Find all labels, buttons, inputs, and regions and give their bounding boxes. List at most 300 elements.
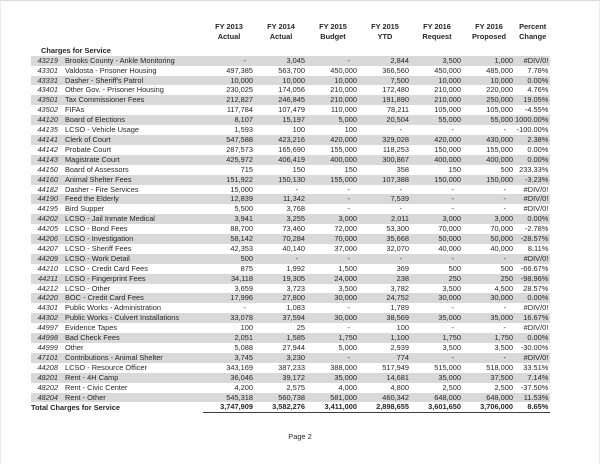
amount-value: - bbox=[451, 125, 454, 135]
column-header-fy2014-actual: FY 2014 Actual bbox=[267, 22, 295, 41]
percent-change-value: #DIV/0! bbox=[515, 254, 550, 264]
amount-value: - bbox=[503, 204, 506, 214]
amount-value: 8,107 bbox=[203, 115, 255, 125]
amount-value: 329,028 bbox=[359, 135, 411, 145]
table-row bbox=[31, 95, 550, 105]
amount-value: 7,539 bbox=[359, 194, 411, 204]
amount-value: 5,088 bbox=[234, 343, 253, 352]
amount-value: 2,844 bbox=[359, 56, 411, 66]
amount-value: 774 bbox=[359, 353, 411, 363]
amount-value: 30,000 bbox=[463, 293, 515, 303]
amount-value: 3,255 bbox=[255, 214, 307, 224]
percent-change-value: -4.55% bbox=[524, 105, 549, 115]
percent-change-value: 0.00% bbox=[515, 214, 550, 224]
amount-value: 246,845 bbox=[255, 95, 307, 105]
percent-change-value: 0.00% bbox=[515, 76, 550, 86]
account-description: Feed the Elderly bbox=[63, 194, 203, 204]
total-fy2015-budget: 3,411,000 bbox=[307, 402, 359, 412]
amount-value: 24,000 bbox=[307, 274, 359, 284]
amount-value: 3,500 bbox=[442, 283, 461, 293]
amount-value: 3,000 bbox=[307, 214, 359, 224]
account-code: 44190 bbox=[31, 194, 63, 204]
amount-value: 563,700 bbox=[278, 65, 305, 75]
column-header-percent-change: Percent Change bbox=[519, 22, 547, 41]
amount-value: 3,745 bbox=[203, 353, 255, 363]
amount-value: 400,000 bbox=[411, 155, 463, 165]
table-row bbox=[31, 393, 550, 403]
table-row bbox=[31, 383, 550, 393]
table-row bbox=[31, 254, 550, 264]
column-header-fy2015-ytd: FY 2015 YTD bbox=[371, 22, 399, 41]
percent-change-value: -3.23% bbox=[515, 175, 550, 185]
account-code: 44120 bbox=[31, 115, 63, 125]
amount-value: 50,000 bbox=[463, 234, 515, 244]
table-row bbox=[31, 274, 550, 284]
table-row bbox=[31, 363, 550, 373]
amount-value: 165,690 bbox=[278, 144, 305, 154]
amount-value: 715 bbox=[240, 164, 253, 174]
amount-value: - bbox=[503, 303, 506, 313]
amount-value: - bbox=[503, 184, 506, 194]
table-row bbox=[31, 85, 550, 95]
table-row bbox=[31, 333, 550, 343]
amount-value: 58,142 bbox=[203, 234, 255, 244]
amount-value: 425,972 bbox=[203, 155, 255, 165]
amount-value: 875 bbox=[240, 263, 253, 273]
amount-value: 107,388 bbox=[359, 175, 411, 185]
account-description: LCSO - Bond Fees bbox=[65, 224, 128, 234]
amount-value: 33,078 bbox=[203, 313, 255, 323]
account-code: 43501 bbox=[31, 95, 63, 105]
amount-value: 515,000 bbox=[434, 362, 461, 372]
percent-change-value: 28.57% bbox=[523, 283, 549, 293]
amount-value: 210,000 bbox=[411, 95, 463, 105]
amount-value: 1,789 bbox=[390, 303, 409, 313]
amount-value: 105,000 bbox=[434, 105, 461, 115]
column-header-fy2016-proposed: FY 2016 Proposed bbox=[471, 22, 507, 41]
percent-change-value: 11.53% bbox=[515, 393, 550, 403]
amount-value: 210,000 bbox=[307, 95, 359, 105]
amount-value: 400,000 bbox=[463, 155, 515, 165]
account-description: Other bbox=[65, 343, 84, 352]
table-row bbox=[31, 175, 550, 185]
amount-value: - bbox=[451, 204, 454, 214]
amount-value: 10,000 bbox=[255, 76, 307, 86]
account-code: 43331 bbox=[31, 76, 63, 86]
amount-value: 1,083 bbox=[286, 303, 305, 313]
amount-value: 2,500 bbox=[494, 382, 513, 392]
table-row bbox=[31, 105, 550, 115]
table-row bbox=[31, 56, 550, 66]
header-spacer bbox=[63, 19, 203, 46]
account-code: 44141 bbox=[31, 135, 63, 145]
amount-value: 17,996 bbox=[203, 293, 255, 303]
amount-value: 250,000 bbox=[463, 95, 515, 105]
amount-value: - bbox=[347, 204, 350, 214]
percent-change-value: -100.00% bbox=[516, 125, 549, 135]
amount-value: 70,000 bbox=[438, 224, 461, 234]
amount-value: 107,479 bbox=[278, 105, 305, 115]
amount-value: 42,353 bbox=[230, 243, 253, 253]
table-row bbox=[31, 323, 550, 333]
amount-value: 3,045 bbox=[255, 56, 307, 66]
amount-value: 155,000 bbox=[307, 175, 359, 185]
table-row bbox=[31, 66, 550, 76]
amount-value: 37,594 bbox=[255, 313, 307, 323]
total-label: Total Charges for Service bbox=[31, 402, 120, 412]
amount-value: 366,560 bbox=[382, 65, 409, 75]
account-description: Board of Assessors bbox=[65, 164, 129, 174]
amount-value: 500 bbox=[448, 263, 461, 273]
table-row bbox=[31, 244, 550, 254]
amount-value: 423,216 bbox=[255, 135, 307, 145]
percent-change-value: 16.67% bbox=[515, 313, 550, 323]
account-description: Dasher - Sheriff's Patrol bbox=[63, 76, 203, 86]
account-code: 43502 bbox=[37, 105, 58, 115]
amount-value: 27,944 bbox=[282, 343, 305, 352]
amount-value: 560,738 bbox=[255, 393, 307, 403]
amount-value: 12,839 bbox=[203, 194, 255, 204]
total-row bbox=[31, 402, 550, 412]
amount-value: 155,000 bbox=[330, 144, 357, 154]
amount-value: 648,000 bbox=[411, 393, 463, 403]
account-code: 44143 bbox=[31, 155, 63, 165]
amount-value: 40,000 bbox=[438, 243, 461, 253]
amount-value: - bbox=[503, 125, 506, 135]
amount-value: 150,130 bbox=[255, 175, 307, 185]
amount-value: - bbox=[451, 303, 454, 313]
percent-change-value: 2.38% bbox=[515, 135, 550, 145]
amount-value: - bbox=[463, 353, 515, 363]
amount-value: 32,070 bbox=[386, 243, 409, 253]
amount-value: - bbox=[347, 323, 350, 333]
amount-value: 517,949 bbox=[382, 362, 409, 372]
account-description: LCSO - Other bbox=[65, 283, 111, 293]
amount-value: - bbox=[399, 184, 402, 194]
amount-value: 3,768 bbox=[286, 204, 305, 214]
amount-value: - bbox=[399, 204, 402, 214]
table-row bbox=[31, 313, 550, 323]
column-header-fy2015-budget: FY 2015 Budget bbox=[319, 22, 347, 41]
percent-change-value: #DIV/0! bbox=[523, 303, 549, 313]
amount-value: 1,500 bbox=[338, 263, 357, 273]
account-code: 44205 bbox=[37, 224, 58, 234]
amount-value: 25 bbox=[296, 323, 305, 333]
total-fy2016-proposed: 3,706,000 bbox=[463, 402, 515, 412]
account-code: 44182 bbox=[37, 184, 58, 194]
account-description: LCSO - Resource Officer bbox=[65, 362, 148, 372]
account-description: LCSO - Sheriff Fees bbox=[65, 243, 132, 253]
amount-value: 7,500 bbox=[359, 76, 411, 86]
amount-value: - bbox=[255, 254, 307, 264]
amount-value: 117,784 bbox=[226, 105, 253, 115]
amount-value: 581,000 bbox=[307, 393, 359, 403]
account-description: Clerk of Court bbox=[63, 135, 203, 145]
percent-change-value: 0.00% bbox=[515, 333, 550, 343]
account-code: 43219 bbox=[31, 56, 63, 66]
table-row bbox=[31, 185, 550, 195]
amount-value: 10,000 bbox=[203, 76, 255, 86]
amount-value: 3,000 bbox=[411, 214, 463, 224]
percent-change-value: 33.51% bbox=[523, 362, 549, 372]
amount-value: 230,025 bbox=[226, 85, 253, 95]
account-code: 44301 bbox=[37, 303, 58, 313]
amount-value: - bbox=[359, 254, 411, 264]
amount-value: - bbox=[463, 254, 515, 264]
percent-change-value: 1000.00% bbox=[515, 115, 549, 125]
amount-value: 2,051 bbox=[203, 333, 255, 343]
amount-value: - bbox=[503, 323, 506, 333]
amount-value: 37,500 bbox=[463, 373, 515, 383]
amount-value: 30,000 bbox=[307, 313, 359, 323]
amount-value: 1,100 bbox=[359, 333, 411, 343]
account-description: Board of Elections bbox=[63, 115, 203, 125]
amount-value: 4,000 bbox=[338, 382, 357, 392]
amount-value: 450,000 bbox=[330, 65, 357, 75]
amount-value: 420,000 bbox=[411, 135, 463, 145]
amount-value: 19,305 bbox=[255, 274, 307, 284]
amount-value: 460,342 bbox=[359, 393, 411, 403]
amount-value: 4,800 bbox=[390, 382, 409, 392]
account-code: 44302 bbox=[31, 313, 63, 323]
table-row bbox=[31, 343, 550, 353]
amount-value: 30,000 bbox=[411, 293, 463, 303]
amount-value: 430,000 bbox=[463, 135, 515, 145]
percent-change-value: #DIV/0! bbox=[515, 353, 550, 363]
amount-value: 287,573 bbox=[226, 144, 253, 154]
amount-value: 388,000 bbox=[330, 362, 357, 372]
amount-value: - bbox=[451, 184, 454, 194]
account-code: 44195 bbox=[37, 204, 58, 214]
amount-value: 55,000 bbox=[463, 115, 515, 125]
account-description: Dasher - Fire Services bbox=[65, 184, 139, 194]
amount-value: 35,000 bbox=[411, 313, 463, 323]
amount-value: 5,000 bbox=[307, 115, 359, 125]
amount-value: 2,011 bbox=[359, 214, 411, 224]
section-title: Charges for Service bbox=[41, 45, 111, 55]
amount-value: 3,723 bbox=[286, 283, 305, 293]
total-fy2013-actual: 3,747,909 bbox=[203, 402, 255, 412]
amount-value: 5,000 bbox=[338, 343, 357, 352]
amount-value: - bbox=[295, 184, 298, 194]
percent-change-value: -66.67% bbox=[520, 263, 549, 273]
amount-value: 220,000 bbox=[486, 85, 513, 95]
account-description: Animal Shelter Fees bbox=[63, 175, 203, 185]
table-row bbox=[31, 284, 550, 294]
amount-value: 110,000 bbox=[330, 105, 357, 115]
table-row bbox=[31, 214, 550, 224]
table-header-row bbox=[31, 19, 550, 46]
percent-change-value: #DIV/0! bbox=[523, 323, 549, 333]
percent-change-value: 0.00% bbox=[515, 293, 550, 303]
section-header-row bbox=[31, 46, 550, 56]
table-row bbox=[31, 115, 550, 125]
amount-value: 70,284 bbox=[255, 234, 307, 244]
amount-value: - bbox=[243, 303, 246, 313]
amount-value: 300,867 bbox=[359, 155, 411, 165]
amount-value: 369 bbox=[396, 263, 409, 273]
amount-value: 35,000 bbox=[463, 313, 515, 323]
amount-value: 24,752 bbox=[359, 293, 411, 303]
amount-value: 1,750 bbox=[463, 333, 515, 343]
total-fy2015-ytd: 2,898,655 bbox=[359, 402, 411, 412]
amount-value: 1,750 bbox=[411, 333, 463, 343]
amount-value: 37,000 bbox=[334, 243, 357, 253]
percent-change-value: -37.50% bbox=[520, 382, 549, 392]
percent-change-value: #DIV/0! bbox=[515, 194, 550, 204]
account-description: Probate Court bbox=[65, 144, 112, 154]
amount-value: 118,253 bbox=[382, 144, 409, 154]
amount-value: 50,000 bbox=[411, 234, 463, 244]
percent-change-value: 4.76% bbox=[527, 85, 549, 95]
amount-value: 1,585 bbox=[255, 333, 307, 343]
table-row bbox=[31, 135, 550, 145]
total-percent-change: 8.65% bbox=[515, 402, 550, 412]
total-fy2014-actual: 3,582,276 bbox=[255, 402, 307, 412]
amount-value: 10,000 bbox=[307, 76, 359, 86]
amount-value: 3,941 bbox=[203, 214, 255, 224]
account-code: 43301 bbox=[37, 65, 58, 75]
account-description: LCSO - Work Detail bbox=[63, 254, 203, 264]
table-row bbox=[31, 76, 550, 86]
account-code: 44150 bbox=[37, 164, 58, 174]
account-code: 44208 bbox=[37, 362, 58, 372]
account-code: 44207 bbox=[37, 243, 58, 253]
amount-value: 78,211 bbox=[386, 105, 409, 115]
amount-value: 500 bbox=[500, 263, 513, 273]
header-spacer bbox=[31, 19, 63, 46]
amount-value: 5,500 bbox=[234, 204, 253, 214]
amount-value: 250 bbox=[411, 274, 463, 284]
account-code: 44997 bbox=[37, 323, 58, 333]
table-row bbox=[31, 373, 550, 383]
amount-value: 250 bbox=[463, 274, 515, 284]
account-description: Rent - Other bbox=[63, 393, 203, 403]
percent-change-value: 233.33% bbox=[519, 164, 549, 174]
amount-value: 238 bbox=[359, 274, 411, 284]
table-row bbox=[31, 204, 550, 214]
table-row bbox=[31, 125, 550, 135]
amount-value: - bbox=[411, 194, 463, 204]
account-description: Magistrate Court bbox=[63, 155, 203, 165]
amount-value: - bbox=[307, 254, 359, 264]
amount-value: 3,500 bbox=[494, 343, 513, 352]
amount-value: 358 bbox=[396, 164, 409, 174]
amount-value: 4,500 bbox=[494, 283, 513, 293]
account-description: Bird Supper bbox=[65, 204, 105, 214]
amount-value: 3,782 bbox=[390, 283, 409, 293]
account-description: Evidence Tapes bbox=[65, 323, 118, 333]
amount-value: 500 bbox=[500, 164, 513, 174]
amount-value: 1,000 bbox=[463, 56, 515, 66]
table-row bbox=[31, 155, 550, 165]
amount-value: 1,992 bbox=[286, 263, 305, 273]
account-code: 44998 bbox=[31, 333, 63, 343]
amount-value: 155,000 bbox=[486, 144, 513, 154]
amount-value: 545,318 bbox=[203, 393, 255, 403]
amount-value: 100 bbox=[292, 125, 305, 135]
amount-value: 450,000 bbox=[434, 65, 461, 75]
table-row bbox=[31, 293, 550, 303]
charges-for-service-table bbox=[31, 19, 550, 413]
amount-value: 3,659 bbox=[234, 283, 253, 293]
amount-value: - bbox=[307, 194, 359, 204]
amount-value: 420,000 bbox=[307, 135, 359, 145]
table-row bbox=[31, 224, 550, 234]
amount-value: 35,000 bbox=[307, 373, 359, 383]
account-description: LCSO - Jail Inmate Medical bbox=[63, 214, 203, 224]
amount-value: 27,800 bbox=[255, 293, 307, 303]
amount-value: 2,500 bbox=[442, 382, 461, 392]
account-description: Public Works - Culvert Installations bbox=[63, 313, 203, 323]
amount-value: 73,460 bbox=[282, 224, 305, 234]
amount-value: 150,000 bbox=[434, 144, 461, 154]
amount-value: 172,480 bbox=[382, 85, 409, 95]
amount-value: 55,000 bbox=[411, 115, 463, 125]
amount-value: 1,750 bbox=[307, 333, 359, 343]
charges-table-body bbox=[31, 46, 550, 413]
amount-value: 39,172 bbox=[255, 373, 307, 383]
account-code: 44202 bbox=[31, 214, 63, 224]
amount-value: 1,593 bbox=[234, 125, 253, 135]
amount-value: 40,000 bbox=[490, 243, 513, 253]
table-row bbox=[31, 303, 550, 313]
amount-value: 2,939 bbox=[390, 343, 409, 352]
amount-value: 3,500 bbox=[338, 283, 357, 293]
account-description: Rent - Civic Center bbox=[65, 382, 128, 392]
amount-value: 15,000 bbox=[230, 184, 253, 194]
amount-value: 14,681 bbox=[359, 373, 411, 383]
percent-change-value: -30.00% bbox=[520, 343, 549, 352]
amount-value: 485,000 bbox=[486, 65, 513, 75]
account-description: Bad Check Fees bbox=[63, 333, 203, 343]
total-fy2016-request: 3,601,650 bbox=[411, 402, 463, 412]
amount-value: 150,000 bbox=[411, 175, 463, 185]
account-code: 44206 bbox=[31, 234, 63, 244]
account-code: 44220 bbox=[31, 293, 63, 303]
amount-value: 70,000 bbox=[307, 234, 359, 244]
amount-value: 3,000 bbox=[463, 214, 515, 224]
amount-value: 100 bbox=[396, 323, 409, 333]
table-row bbox=[31, 264, 550, 274]
amount-value: 40,140 bbox=[282, 243, 305, 253]
amount-value: - bbox=[399, 125, 402, 135]
amount-value: 11,342 bbox=[255, 194, 307, 204]
table-row bbox=[31, 234, 550, 244]
amount-value: - bbox=[411, 254, 463, 264]
account-description: LCSO - Credit Card Fees bbox=[65, 263, 148, 273]
amount-value: - bbox=[463, 194, 515, 204]
account-description: Other Gov. - Prisoner Housing bbox=[65, 85, 164, 95]
percent-change-value: 7.78% bbox=[527, 65, 549, 75]
account-code: 44211 bbox=[31, 274, 63, 284]
percent-change-value: #DIV/0! bbox=[523, 184, 549, 194]
amount-value: - bbox=[307, 56, 359, 66]
account-description: Contributions - Animal Shelter bbox=[63, 353, 203, 363]
amount-value: 3,230 bbox=[255, 353, 307, 363]
table-row bbox=[31, 353, 550, 363]
amount-value: 150 bbox=[344, 164, 357, 174]
amount-value: 100 bbox=[240, 323, 253, 333]
amount-value: 150 bbox=[448, 164, 461, 174]
amount-value: 150 bbox=[292, 164, 305, 174]
account-code: 48201 bbox=[31, 373, 63, 383]
amount-value: 38,569 bbox=[359, 313, 411, 323]
amount-value: 53,300 bbox=[386, 224, 409, 234]
amount-value: 497,385 bbox=[226, 65, 253, 75]
amount-value: 210,000 bbox=[330, 85, 357, 95]
amount-value: 212,827 bbox=[203, 95, 255, 105]
